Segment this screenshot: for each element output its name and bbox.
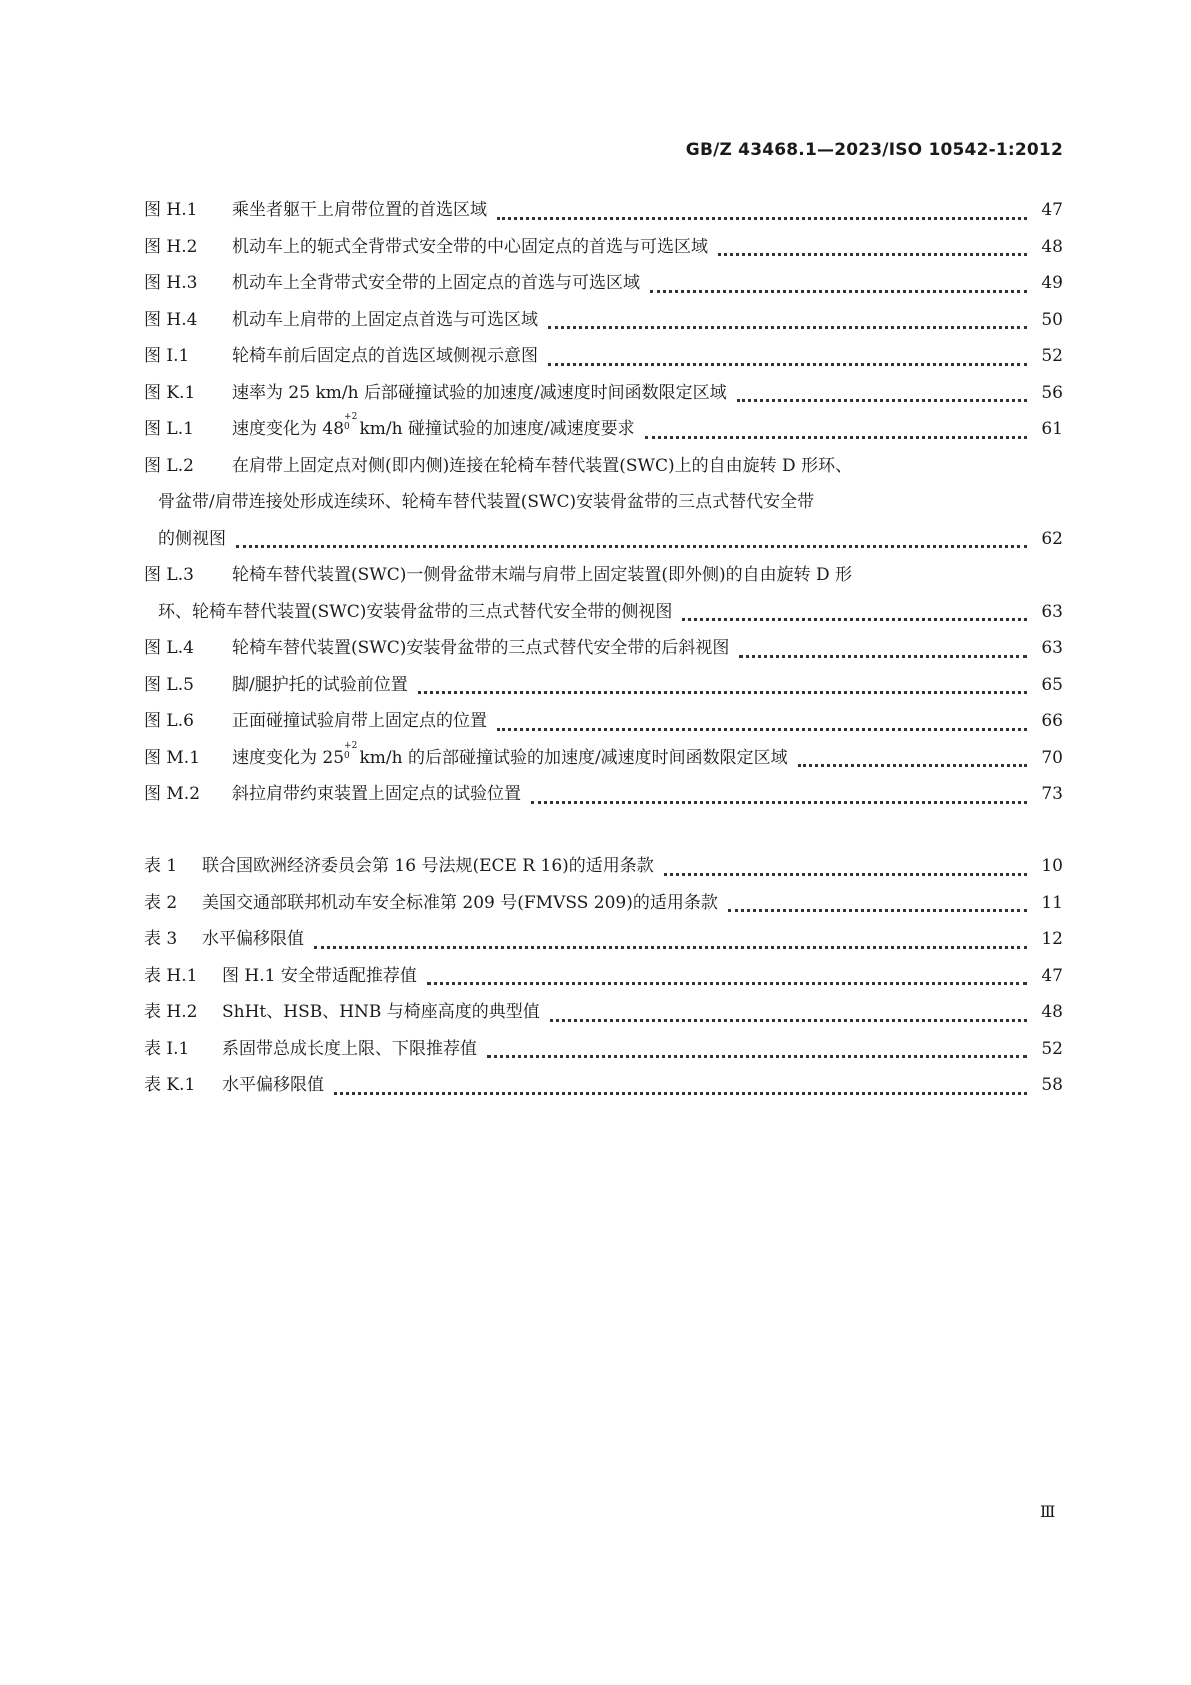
entry-label: 表 2 <box>144 892 178 913</box>
toc-entry-fig-l2-final[interactable] <box>144 521 1063 558</box>
entry-title: 机动车上的轭式全背带式安全带的中心固定点的首选与可选区域 <box>232 236 708 257</box>
entry-page: 70 <box>1041 747 1063 768</box>
entry-title: 轮椅车前后固定点的首选区域侧视示意图 <box>232 346 538 366</box>
dot-leader <box>798 764 1027 767</box>
tolerance-upper: +2 <box>344 740 358 751</box>
dot-leader <box>728 909 1027 912</box>
toc-entry-fig-i1[interactable] <box>144 338 1063 375</box>
entry-title <box>232 411 635 448</box>
entry-page: 11 <box>1041 892 1063 913</box>
entry-title: 乘坐者躯干上肩带位置的首选区域 <box>232 200 487 220</box>
entry-page: 62 <box>1041 528 1063 549</box>
entry-label: 图 K.1 <box>144 382 196 403</box>
entry-label: 表 1 <box>144 856 178 876</box>
toc-entry-fig-l3-final[interactable] <box>144 594 1063 631</box>
entry-label: 图 H.3 <box>144 273 198 293</box>
toc-entry-table-h2[interactable] <box>144 994 1063 1031</box>
toc-entry-fig-l4[interactable] <box>144 630 1063 667</box>
dot-leader <box>737 399 1027 402</box>
toc-entry-table-1[interactable] <box>144 848 1063 885</box>
entry-title-line1: 轮椅车替代装置(SWC)一侧骨盆带末端与肩带上固定装置(即外侧)的自由旋转 D 形 <box>232 565 853 585</box>
toc-entry-fig-h4[interactable] <box>144 302 1063 339</box>
tolerance-upper: +2 <box>344 412 358 422</box>
entry-title: 的侧视图 <box>158 528 226 549</box>
entry-title: 环、轮椅车替代装置(SWC)安装骨盆带的三点式替代安全带的侧视图 <box>158 601 673 622</box>
entry-label: 表 H.2 <box>144 1002 198 1022</box>
dot-leader <box>650 290 1027 293</box>
title-suffix: km/h 的后部碰撞试验的加速度/减速度时间函数限定区域 <box>354 747 788 768</box>
title-suffix: km/h 碰撞试验的加速度/减速度要求 <box>354 419 635 439</box>
toc-entry-fig-h1[interactable] <box>144 192 1063 229</box>
entry-title: ShHt、HSB、HNB 与椅座高度的典型值 <box>222 1002 540 1022</box>
toc-entry-fig-l5[interactable] <box>144 667 1063 704</box>
entry-label: 图 H.4 <box>144 309 198 330</box>
standard-number-header: GB/Z 43468.1—2023/ISO 10542-1:2012 <box>685 140 1063 160</box>
entry-title: 速率为 25 km/h 后部碰撞试验的加速度/减速度时间函数限定区域 <box>232 382 727 403</box>
entry-page: 73 <box>1041 784 1063 804</box>
entry-title: 轮椅车替代装置(SWC)安装骨盆带的三点式替代安全带的后斜视图 <box>232 638 730 658</box>
entry-page: 52 <box>1041 346 1063 366</box>
dot-leader <box>664 873 1027 876</box>
entry-page: 63 <box>1041 601 1063 622</box>
entry-label: 图 H.2 <box>144 236 198 257</box>
toc-entry-fig-l6[interactable] <box>144 703 1063 740</box>
entry-label: 图 M.2 <box>144 784 201 804</box>
entry-page: 47 <box>1041 965 1063 986</box>
entry-label: 图 L.5 <box>144 674 194 695</box>
toc-entry-table-i1[interactable] <box>144 1031 1063 1068</box>
entry-label: 表 I.1 <box>144 1038 190 1059</box>
entry-page: 10 <box>1041 856 1063 876</box>
dot-leader <box>314 946 1027 949</box>
entry-page: 61 <box>1041 419 1063 439</box>
dot-leader <box>334 1092 1027 1095</box>
dot-leader <box>548 363 1027 366</box>
toc-entry-fig-l2[interactable] <box>144 448 1063 485</box>
toc-entry-fig-k1[interactable] <box>144 375 1063 412</box>
entry-title: 机动车上肩带的上固定点首选与可选区域 <box>232 309 538 330</box>
entry-label: 图 L.4 <box>144 638 194 658</box>
dot-leader <box>497 217 1027 220</box>
entry-title: 机动车上全背带式安全带的上固定点的首选与可选区域 <box>232 273 640 293</box>
entry-title: 水平偏移限值 <box>202 929 304 949</box>
dot-leader <box>418 691 1027 694</box>
entry-label: 图 M.1 <box>144 747 201 768</box>
entry-label: 表 H.1 <box>144 965 198 986</box>
entry-page: 12 <box>1041 929 1063 949</box>
toc-entry-table-k1[interactable] <box>144 1067 1063 1104</box>
tolerance-lower: 0 <box>344 750 350 761</box>
entry-page: 47 <box>1041 200 1063 220</box>
toc-entry-fig-l1[interactable] <box>144 411 1063 448</box>
toc-entry-fig-l3[interactable] <box>144 557 1063 594</box>
entry-label: 表 K.1 <box>144 1075 196 1095</box>
entry-label: 图 L.6 <box>144 711 194 731</box>
entry-title: 图 H.1 安全带适配推荐值 <box>222 965 417 986</box>
entry-page: 50 <box>1041 309 1063 330</box>
entry-page: 63 <box>1041 638 1063 658</box>
tables-list <box>144 848 1063 1104</box>
dot-leader <box>739 655 1027 658</box>
page-number: Ⅲ <box>1040 1502 1056 1521</box>
dot-leader <box>548 326 1027 329</box>
entry-label: 图 H.1 <box>144 200 198 220</box>
dot-leader <box>487 1055 1027 1058</box>
entry-page: 52 <box>1041 1038 1063 1059</box>
dot-leader <box>236 545 1027 548</box>
figures-list <box>144 192 1063 813</box>
toc-entry-table-2[interactable] <box>144 885 1063 922</box>
entry-page: 66 <box>1041 711 1063 731</box>
entry-page: 48 <box>1041 236 1063 257</box>
dot-leader <box>427 982 1027 985</box>
entry-page: 56 <box>1041 382 1063 403</box>
entry-page: 49 <box>1041 273 1063 293</box>
entry-continuation-line: 骨盆带/肩带连接处形成连续环、轮椅车替代装置(SWC)安装骨盆带的三点式替代安全带 <box>158 492 815 512</box>
entry-title: 系固带总成长度上限、下限推荐值 <box>222 1038 477 1059</box>
title-prefix: 速度变化为 48 <box>232 419 345 439</box>
entry-title: 斜拉肩带约束装置上固定点的试验位置 <box>232 784 521 804</box>
entry-page: 58 <box>1041 1075 1063 1095</box>
entry-title: 脚/腿护托的试验前位置 <box>232 674 408 695</box>
entry-title <box>232 740 788 777</box>
toc-entry-table-h1[interactable] <box>144 958 1063 995</box>
dot-leader <box>682 618 1027 621</box>
entry-title: 美国交通部联邦机动车安全标准第 209 号(FMVSS 209)的适用条款 <box>202 892 718 913</box>
dot-leader <box>645 436 1027 439</box>
entry-page: 65 <box>1041 674 1063 695</box>
dot-leader <box>531 801 1027 804</box>
entry-page: 48 <box>1041 1002 1063 1022</box>
entry-label: 表 3 <box>144 929 178 949</box>
entry-label: 图 I.1 <box>144 346 190 366</box>
entry-title-line1: 在肩带上固定点对侧(即内侧)连接在轮椅车替代装置(SWC)上的自由旋转 D 形环、 <box>232 455 853 476</box>
dot-leader <box>497 728 1027 731</box>
toc-entry-fig-h3[interactable] <box>144 265 1063 302</box>
tolerance-lower: 0 <box>344 422 350 432</box>
toc-entry-table-3[interactable] <box>144 921 1063 958</box>
title-prefix: 速度变化为 25 <box>232 747 345 768</box>
toc-entry-fig-m2[interactable] <box>144 776 1063 813</box>
entry-title: 正面碰撞试验肩带上固定点的位置 <box>232 711 487 731</box>
dot-leader <box>550 1019 1027 1022</box>
entry-label: 图 L.2 <box>144 455 194 476</box>
tolerance-superscript <box>344 740 358 761</box>
entry-title: 水平偏移限值 <box>222 1075 324 1095</box>
entry-label: 图 L.1 <box>144 419 194 439</box>
entry-title: 联合国欧洲经济委员会第 16 号法规(ECE R 16)的适用条款 <box>202 856 654 876</box>
toc-entry-fig-m1[interactable] <box>144 740 1063 777</box>
tolerance-superscript <box>344 411 358 432</box>
toc-entry-fig-h2[interactable] <box>144 229 1063 266</box>
dot-leader <box>718 253 1027 256</box>
entry-label: 图 L.3 <box>144 565 194 585</box>
